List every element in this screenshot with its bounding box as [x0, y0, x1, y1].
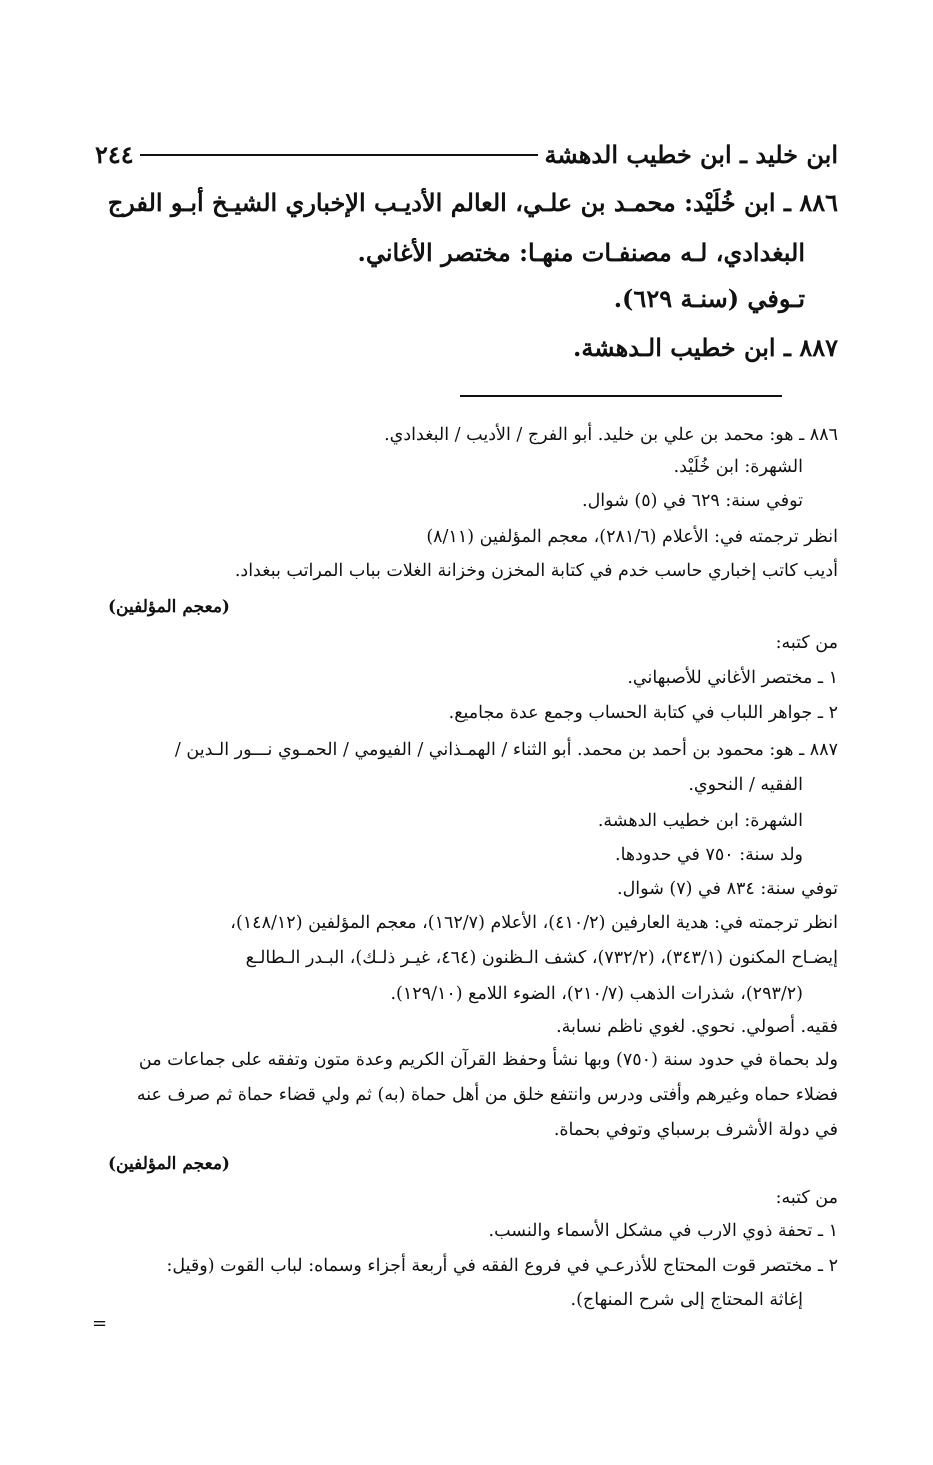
note-886-line: ١ ـ مختصر الأغاني للأصبهاني. [627, 668, 838, 688]
page-number: ٢٤٤ [95, 140, 134, 169]
note-887-line: الشهرة: ابن خطيب الدهشة. [597, 811, 803, 831]
note-887-line: ١ ـ تحفة ذوي الارب في مشكل الأسماء والنسب. [488, 1221, 838, 1241]
footnote-divider [460, 395, 782, 397]
note-887-line: فضلاء حماه وغيرهم وأفتى ودرس وانتفع خلق من أهل حماة (به) ثم ولي قضاء حماة ثم صرف عنه [136, 1085, 838, 1105]
note-887-line: (٢٩٣/٢)، شذرات الذهب (٢١٠/٧)، الضوء اللامع (١٢٩/١٠). [390, 984, 803, 1004]
note-886-line: ٢ ـ جواهر اللباب في كتابة الحساب وجمع عدة مجاميع. [448, 703, 838, 723]
note-887-line: الفقيه / النحوي. [688, 775, 803, 795]
note-887-line: فقيه. أصولي. نحوي. لغوي ناظم نسابة. [556, 1017, 838, 1037]
continuation-mark: = [92, 1313, 108, 1334]
source-citation: (معجم المؤلفين) [108, 597, 230, 617]
note-886-line: توفي سنة: ٦٢٩ في (٥) شوال. [582, 491, 803, 511]
note-887-line: ٢ ـ مختصر قوت المحتاج للأذرعـي في فروع الفقه في أربعة أجزاء وسماه: لباب القوت (وقيل: [166, 1256, 838, 1276]
source-citation: (معجم المؤلفين) [108, 1154, 230, 1174]
note-886-line: الشهرة: ابن خُلَيْد. [673, 457, 803, 477]
note-887-line: إغاثة المحتاج إلى شرح المنهاج). [570, 1290, 803, 1310]
note-887-line: ولد سنة: ٧٥٠ في حدودها. [615, 845, 803, 865]
entry-886-line-3: تـوفي (سنـة ٦٢٩). [613, 284, 805, 313]
entry-887-line-1: ٨٨٧ ـ ابن خطيب الـدهشة. [573, 333, 838, 362]
note-886-line: أديب كاتب إخباري حاسب خدم في كتابة المخزن وخزانة الغلات بباب المراتب ببغداد. [234, 561, 838, 581]
entry-886-line-1: ٨٨٦ ـ ابن خُلَيْد: محمـد بن علـي، العالم الأديـب الإخباري الشيـخ أبـو الفرج [107, 188, 838, 217]
header-title: ابن خليد ـ ابن خطيب الدهشة [544, 140, 838, 169]
note-887-line: ٨٨٧ ـ هو: محمود بن أحمد بن محمد. أبو الثناء / الهمـذاني / الفيومي / الحمـوي نـــور الـدين / [174, 740, 838, 760]
note-886-line: انظر ترجمته في: الأعلام (٢٨١/٦)، معجم المؤلفين (٨/١١) [426, 527, 838, 547]
note-887-line: ولد بحماة في حدود سنة (٧٥٠) وبها نشأ وحفظ القرآن الكريم وعدة متون وتفقه على جماعات من [138, 1050, 838, 1070]
note-887-line: من كتبه: [775, 1188, 838, 1208]
note-886-line: من كتبه: [775, 633, 838, 653]
running-header [95, 140, 838, 169]
header-rule [140, 154, 539, 156]
note-887-line: انظر ترجمته في: هدية العارفين (٤١٠/٢)، الأعلام (١٦٢/٧)، معجم المؤلفين (١٤٨/١٢)، [230, 913, 838, 933]
note-886-line: ٨٨٦ ـ هو: محمد بن علي بن خليد. أبو الفرج / الأديب / البغدادي. [384, 425, 838, 445]
note-887-line: إيضـاح المكنون (٣٤٣/١)، (٧٣٢/٢)، كشف الـظنون (٤٦٤، غيـر ذلـك)، البـدر الـطالـع [245, 948, 838, 968]
note-887-line: في دولة الأشرف برسباي وتوفي بحماة. [553, 1120, 838, 1140]
note-887-line: توفي سنة: ٨٣٤ في (٧) شوال. [617, 879, 838, 899]
entry-886-line-2: البغدادي، لـه مصنفـات منهـا: مختصر الأغاني. [357, 238, 805, 267]
